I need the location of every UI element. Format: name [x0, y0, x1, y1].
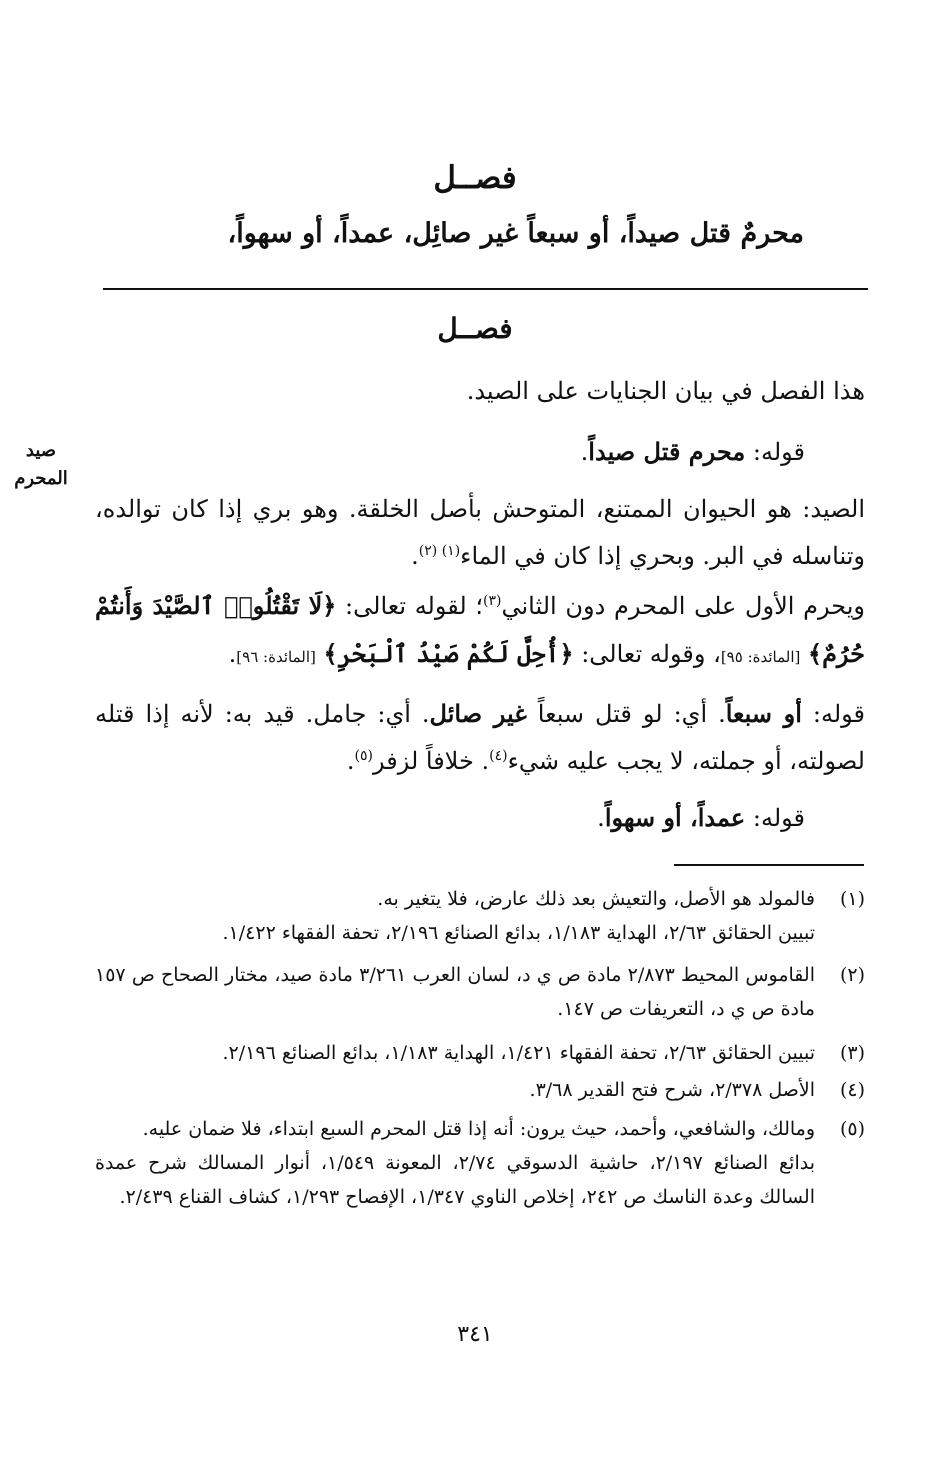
footnote-3-text: تبيين الحقائق ٢/٦٣، تحفة الفقهاء ١/٤٢١، الهداية ١/١٨٣، بدائع الصنائع ٢/١٩٦. — [222, 1042, 815, 1064]
footnote-ref-4: (٤) — [489, 748, 508, 764]
quote-3-prefix: قوله: — [745, 804, 805, 832]
ayah-1-ref: [المائدة: ٩٥] — [720, 648, 801, 666]
matn-text: محرمٌ قتل صيداً، أو سبعاً غير صائِل، عمداً، أو سهواً، — [227, 218, 804, 249]
separator-rule — [103, 288, 868, 290]
quote-2-text-2: . خلافاً لزفر — [372, 747, 490, 775]
footnote-ref-5: (٥) — [354, 748, 373, 764]
footnote-5-number: (٥) — [839, 1118, 865, 1140]
margin-note — [0, 437, 82, 493]
footnote-ref-1-2: (١) (٢) — [418, 543, 461, 559]
commentary-section-title: فصــل — [437, 312, 513, 345]
footnote-5 — [95, 1112, 865, 1214]
footnote-1-line-2: تبيين الحقائق ٢/٦٣، الهداية ١/١٨٣، بدائع الصنائع ٢/١٩٦، تحفة الفقهاء ١/٤٢٢. — [222, 922, 815, 944]
quote-2-text: . أي: جامل. قيد به: لأنه إذا قتله لصولته، أو جملته، لا يجب عليه شيء — [95, 700, 865, 775]
quote-2-bold-2: غير صائل — [429, 699, 527, 728]
quote-3-end: . — [597, 804, 605, 832]
quote-2-bold-1: أو سبعاً — [725, 699, 802, 728]
footnote-4-number: (٤) — [839, 1079, 865, 1101]
quote-3-bold: عمداً، أو سهواً — [604, 803, 746, 832]
intro-paragraph: هذا الفصل في بيان الجنايات على الصيد. — [466, 377, 865, 405]
margin-note-line-1: صيد — [25, 440, 57, 461]
ayah-2-ref: [المائدة: ٩٦] — [236, 648, 316, 666]
ruling-paragraph — [95, 582, 865, 681]
matn-section-title: فصــل — [433, 160, 517, 196]
footnote-3 — [95, 1036, 865, 1070]
quote-2-end: . — [346, 747, 355, 775]
ruling-text-a: ويحرم الأول على المحرم دون الثاني — [501, 592, 865, 620]
ruling-end: . — [228, 640, 237, 668]
quote-1-end: . — [580, 438, 589, 466]
definition-paragraph — [95, 486, 865, 580]
quote-2-mid: . أي: لو قتل سبعاً — [526, 700, 726, 728]
footnote-2-number: (٢) — [839, 964, 865, 986]
quote-2-paragraph — [95, 690, 865, 785]
page-number: ٣٤١ — [457, 1322, 493, 1347]
quote-1 — [581, 428, 805, 476]
quote-1-prefix: قوله: — [745, 438, 805, 466]
footnote-ref-3: (٣) — [483, 593, 502, 609]
definition-text: الصيد: هو الحيوان الممتنع، المتوحش بأصل الخلقة. وهو بري إذا كان توالده، وتناسله في البر. وبحري إذا كان في الماء — [95, 495, 865, 570]
ruling-text-c: ، وقوله تعالى: — [573, 640, 721, 668]
quote-1-bold: محرم قتل صيداً — [588, 437, 746, 466]
footnote-2 — [95, 958, 865, 1026]
ruling-text-b: ؛ لقوله تعالى: — [336, 592, 484, 620]
ayah-2: ﴿أُحِلَّ لَكُمْ صَيْدُ ٱلْبَحْرِ﴾ — [323, 639, 574, 668]
definition-end: . — [411, 542, 419, 570]
quote-2-prefix: قوله: — [801, 700, 866, 728]
ayah-1: ﴿لَا تَقْتُلُوا۟ ٱلصَّيْدَ وَأَنتُمْ حُرُمٌ﴾ — [95, 591, 865, 668]
footnote-5-line-1: ومالك، والشافعي، وأحمد، حيث يرون: أنه إذا قتل المحرم السبع ابتداء، فلا ضمان عليه. — [142, 1118, 815, 1140]
footnote-1-number: (١) — [839, 888, 865, 910]
footnote-2-text: القاموس المحيط ٢/٨٧٣ مادة ص ي د، لسان العرب ٣/٢٦١ مادة صيد، مختار الصحاح ص ١٥٧ مادة ص ي د، التعريفات ص ١٤٧. — [95, 964, 815, 1020]
footnote-1 — [95, 882, 865, 950]
footnote-4 — [95, 1073, 865, 1107]
footnote-5-line-2: بدائع الصنائع ٢/١٩٧، حاشية الدسوقي ٢/٧٤، المعونة ١/٥٤٩، أنوار المسالك شرح عمدة السالك وعدة الناسك ص ٢٤٢، إخلاص الناوي ١/٣٤٧، الإفصاح ١/٢٩٣، كشاف القناع ٢/٤٣٩. — [95, 1152, 815, 1208]
footnote-separator — [674, 864, 864, 866]
footnote-1-line-1: فالمولد هو الأصل، والتعيش بعد ذلك عارض، فلا يتغير به. — [377, 888, 815, 910]
footnote-4-text: الأصل ٢/٣٧٨، شرح فتح القدير ٣/٦٨. — [529, 1079, 815, 1101]
footnote-3-number: (٣) — [839, 1042, 865, 1064]
margin-note-line-2: المحرم — [14, 468, 68, 489]
quote-3 — [597, 794, 805, 842]
